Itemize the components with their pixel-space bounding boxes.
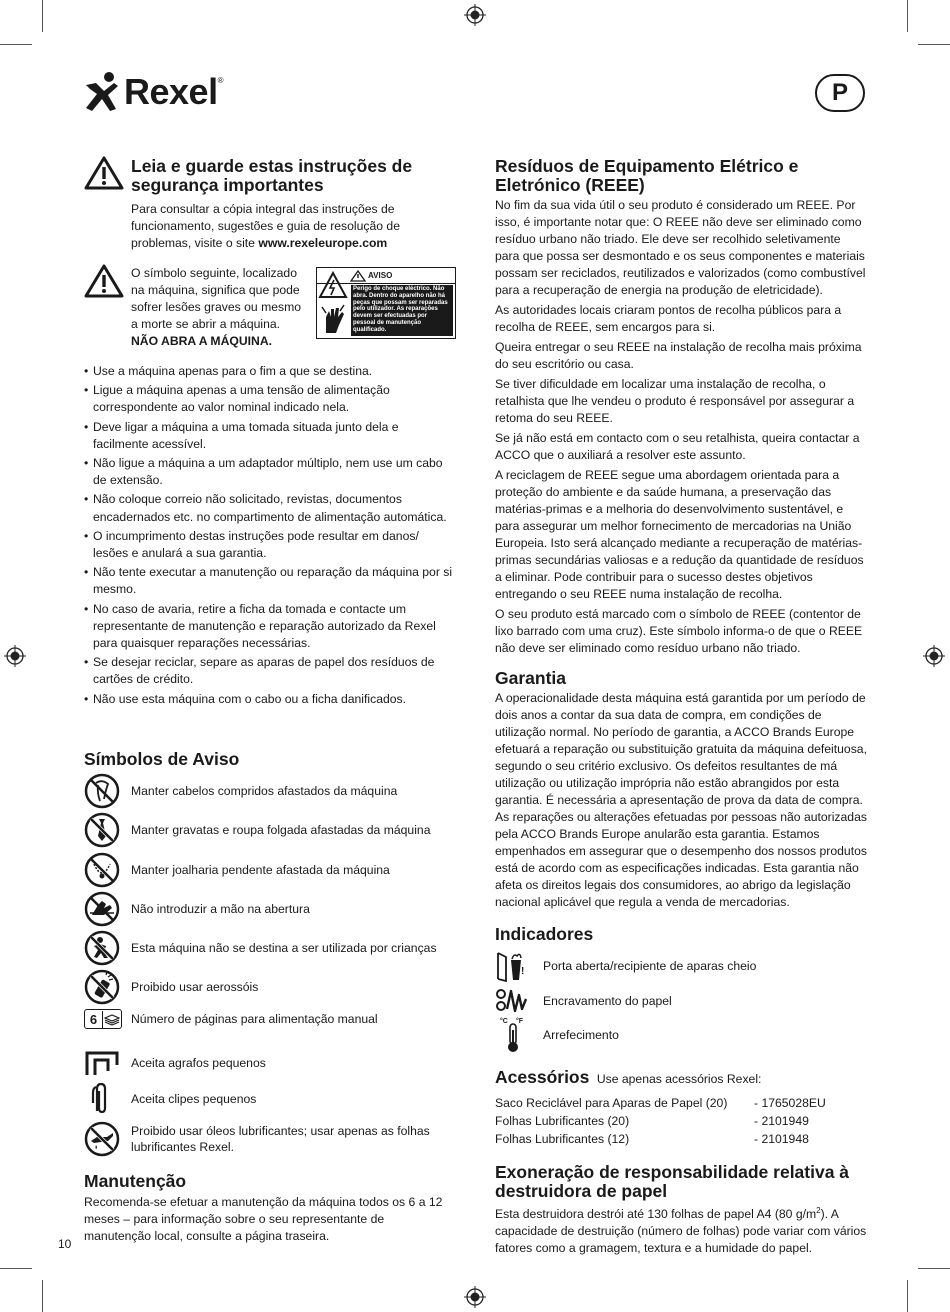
weee-paragraph: No fim da sua vida útil o seu produto é considerado um REEE. Por isso, é importante notar que: O REEE não deve ser eliminado como resíduo urbano não triado. Ele deve ser recolhido seletivamente para que possa ser desmontado e os seus componentes e materiais possam ser reciclados, reutilizados e valorizados (como combustível para a recuperação de energia na produção de eletricidade). — [495, 198, 866, 297]
symbol-text: Proibido usar aerossóis — [131, 980, 259, 994]
disclaimer-text — [495, 1202, 867, 1257]
symbol-text: Manter cabelos compridos afastados da máquina — [131, 784, 398, 798]
list-item: • Deve ligar a máquina a uma tomada situada junto dela e facilmente acessível. — [84, 419, 454, 453]
crop-mark — [918, 44, 950, 45]
weee-paragraph: A reciclagem de REEE segue uma abordagem orientada para a proteção do ambiente e da saúde humana, a preservação das matérias-primas e a melhoria do desenvolvimento sustentável, e para assegurar um melhor fornecimento de mercadorias na União Europeia. Isto será alcançado mediante a recuperação de matérias-primas secundárias valiosas e a redução da quantidade de resíduos a eliminar. Pode contribuir para o sucesso destes objetivos entregando o seu REEE numa instalação de recolha. — [495, 468, 864, 601]
crop-mark — [907, 1280, 908, 1312]
symbol-text: Não introduzir a mão na abertura — [131, 902, 310, 916]
crop-mark — [907, 0, 908, 32]
accessory-row — [495, 1096, 855, 1110]
registration-mark-icon — [464, 1286, 486, 1308]
maintenance-text: Recomenda-se efetuar a manutenção da máquina todos os 6 a 12 meses – para informação sobre o seu representante de manutenção local, consulte a página traseira. — [84, 1195, 443, 1243]
accessory-code: - 1765028EU — [754, 1096, 826, 1110]
accessories-subtitle: Use apenas acessórios Rexel: — [596, 1072, 762, 1086]
safety-title: Leia e guarde estas instruções de segurança importantes — [131, 156, 413, 195]
warning-label-head: AVISO — [368, 271, 393, 280]
no-oil-icon — [84, 1121, 120, 1157]
disclaimer-superscript: 2 — [816, 1206, 821, 1215]
safety-intro-text: Para consultar a cópia integral das instruções de funcionamento, sugestões e guia de resolução de problemas, visite o site — [131, 202, 400, 250]
accessory-name: Saco Reciclável para Aparas de Papel (20) — [495, 1096, 728, 1110]
weee-paragraph: Queira entregar o seu REEE na instalação de recolha mais próxima do seu escritório ou casa. — [495, 340, 862, 371]
warning-triangle-icon — [84, 156, 124, 190]
symbols-title: Símbolos de Aviso — [84, 749, 240, 769]
crop-mark — [0, 44, 32, 45]
accessory-name: Folhas Lubrificantes (12) — [495, 1132, 630, 1146]
disclaimer-title: Exoneração de responsabilidade relativa à destruidora de papel — [495, 1162, 850, 1201]
indicator-text: Porta aberta/recipiente de aparas cheio — [543, 959, 757, 973]
list-item: • Não ligue a máquina a um adaptador múltiplo, nem use um cabo de extensão. — [84, 455, 454, 489]
svg-text:!: ! — [521, 966, 525, 977]
rexel-figure-icon — [82, 71, 122, 113]
accessory-row — [495, 1132, 855, 1146]
registered-mark: ® — [217, 75, 224, 85]
symbol-text: Proibido usar óleos lubrificantes; usar apenas as folhas lubrificantes Rexel. — [131, 1124, 430, 1154]
accessories-title: Acessórios — [495, 1067, 590, 1087]
brand-name: Rexel — [124, 71, 218, 112]
weee-paragraph: As autoridades locais criaram pontos de recolha públicos para a recolha de REEE, sem encargos para si. — [495, 303, 842, 334]
language-badge: P — [815, 74, 865, 112]
shock-warning-label — [316, 267, 456, 339]
warranty-text: A operacionalidade desta máquina está garantida por um período de dois anos a contar da sua data de compra, em condições de utilização normal. No período de garantia, a ACCO Brands Europe efetuará a reparação ou substituição gratuita da máquina defeituosa, segundo o seu critério exclusivo. Os defeitos resultantes de má utilização ou utilização imprópria não estão abrangidos por esta garantia. É necessária a apresentação de prova da data de compra. As reparações ou alterações efetuadas por pessoas não autorizadas pela ACCO Brands Europe anularão esta garantia. Estamos empenhados em assegurar que o desempenho dos nossos produtos está de acordo com as especificações indicadas. Esta garantia não afeta os direitos legais dos consumidores, ao abrigo da legislação nacional aplicável que regula a venda de mercadorias. — [495, 691, 867, 909]
indicator-row — [495, 1016, 619, 1054]
symbol-text: Esta máquina não se destina a ser utilizada por crianças — [131, 941, 437, 955]
website-link[interactable]: www.rexeleurope.com — [258, 236, 388, 250]
symbol-row — [84, 1045, 464, 1081]
rexel-logo — [82, 70, 223, 114]
disclaimer-text-b: ). A capacidade de destruição (número de folhas) pode variar com vários fatores como a gramagem, textura e a humidade do papel. — [495, 1207, 867, 1256]
manual-feed-count: 6 — [85, 1011, 103, 1028]
no-jewellery-icon — [84, 852, 120, 888]
accessory-code: - 2101949 — [754, 1114, 809, 1128]
no-hand-icon — [84, 891, 120, 927]
hand-shock-icon — [318, 303, 348, 335]
paper-jam-icon — [495, 985, 531, 1017]
symbol-row — [84, 930, 464, 966]
maintenance-title: Manutenção — [84, 1171, 187, 1191]
no-hair-icon — [84, 773, 120, 809]
weee-title: Resíduos de Equipamento Elétrico e Eletrónico (REEE) — [495, 156, 799, 195]
paper-stack-icon — [103, 1012, 121, 1026]
indicator-text: Arrefecimento — [543, 1028, 619, 1042]
symbol-row — [84, 891, 464, 927]
symbol-text: Manter joalharia pendente afastada da máquina — [131, 863, 390, 877]
safety-bullet-list — [84, 363, 454, 708]
manual-feed-icon — [84, 1009, 122, 1029]
symbol-row — [84, 852, 464, 888]
symbol-row — [84, 969, 464, 1005]
list-item: • Não coloque correio não solicitado, revistas, documentos encadernados etc. no compartimento de alimentação automática. — [84, 491, 454, 525]
disclaimer-text-a: Esta destruidora destrói até 130 folhas de papel A4 (80 g/m — [495, 1207, 817, 1222]
symbol-text: Aceita agrafos pequenos — [131, 1056, 266, 1070]
weee-paragraph: Se tiver dificuldade em localizar uma instalação de recolha, o retalhista que lhe vendeu o produto é responsável por assegurar a retoma do seu REEE. — [495, 377, 855, 425]
indicator-text: Encravamento do papel — [543, 994, 672, 1008]
symbol-row — [84, 1009, 464, 1029]
list-item: • Ligue a máquina apenas a uma tensão de alimentação correspondente ao valor nominal indicado nela. — [84, 382, 454, 416]
no-aerosol-icon — [84, 969, 120, 1005]
symbol-row — [84, 1121, 464, 1157]
no-children-icon — [84, 930, 120, 966]
thermometer-icon — [495, 1016, 531, 1054]
indicator-row — [495, 950, 756, 982]
indicator-row — [495, 985, 672, 1017]
list-item: • No caso de avaria, retire a ficha da tomada e contacte um representante de manutenção e reparação autorizado da Rexel para quaisquer reparações necessárias. — [84, 601, 454, 653]
indicators-title: Indicadores — [495, 924, 594, 944]
registration-mark-icon — [923, 645, 945, 667]
symbol-row — [84, 773, 464, 809]
symbol-row — [84, 1081, 464, 1117]
crop-mark — [0, 1268, 32, 1269]
paperclip-icon — [84, 1081, 120, 1117]
electric-shock-icon — [318, 270, 348, 300]
list-item: • O incumprimento destas instruções pode resultar em danos/ lesões e anulará a sua garantia. — [84, 528, 454, 562]
symbol-note-bold: NÃO ABRA A MÁQUINA. — [131, 334, 273, 348]
crop-mark — [42, 0, 43, 32]
symbol-text: Manter gravatas e roupa folgada afastadas da máquina — [131, 823, 431, 837]
registration-mark-icon — [464, 4, 486, 26]
symbol-row — [84, 812, 464, 848]
door-open-bin-full-icon — [495, 950, 531, 982]
warning-small-icon — [350, 270, 366, 282]
list-item: • Se desejar reciclar, separe as aparas de papel dos resíduos de cartões de crédito. — [84, 654, 454, 688]
registration-mark-icon — [4, 645, 26, 667]
warning-triangle-icon — [84, 264, 124, 298]
symbol-note: O símbolo seguinte, localizado na máquina, significa que pode sofrer lesões graves ou mesmo a morte se abrir a máquina. — [131, 266, 302, 331]
accessory-row — [495, 1114, 855, 1128]
page-number: 10 — [58, 1237, 72, 1251]
list-item: • Não use esta máquina com o cabo ou a ficha danificados. — [84, 691, 454, 708]
warranty-title: Garantia — [495, 668, 566, 688]
no-tie-icon — [84, 812, 120, 848]
accessory-name: Folhas Lubrificantes (20) — [495, 1114, 630, 1128]
warning-label-body: Perigo de choque eléctrico. Não abra. Dentro do aparelho não há peças que possam ser reparadas pelo utilizador. As reparações devem ser efectuadas por pessoal de manutenção qualificado. — [351, 285, 453, 336]
accessory-code: - 2101948 — [754, 1132, 809, 1146]
staple-icon — [84, 1045, 120, 1081]
crop-mark — [42, 1280, 43, 1312]
symbol-text: Número de páginas para alimentação manual — [131, 1012, 378, 1026]
crop-mark — [918, 1268, 950, 1269]
svg-text:°C: °C — [500, 1018, 508, 1025]
weee-paragraph: Se já não está em contacto com o seu retalhista, queira contactar a ACCO que o auxiliará a resolver este assunto. — [495, 431, 860, 462]
weee-paragraph: O seu produto está marcado com o símbolo de REEE (contentor de lixo barrado com uma cruz). Este símbolo informa-o de que o REEE não deve ser eliminado como resíduo urbano não triado. — [495, 607, 863, 655]
symbol-text: Aceita clipes pequenos — [131, 1092, 257, 1106]
safety-intro — [131, 201, 451, 252]
list-item: • Use a máquina apenas para o fim a que se destina. — [84, 363, 454, 380]
list-item: • Não tente executar a manutenção ou reparação da máquina por si mesmo. — [84, 564, 454, 598]
svg-text:°F: °F — [516, 1018, 524, 1025]
